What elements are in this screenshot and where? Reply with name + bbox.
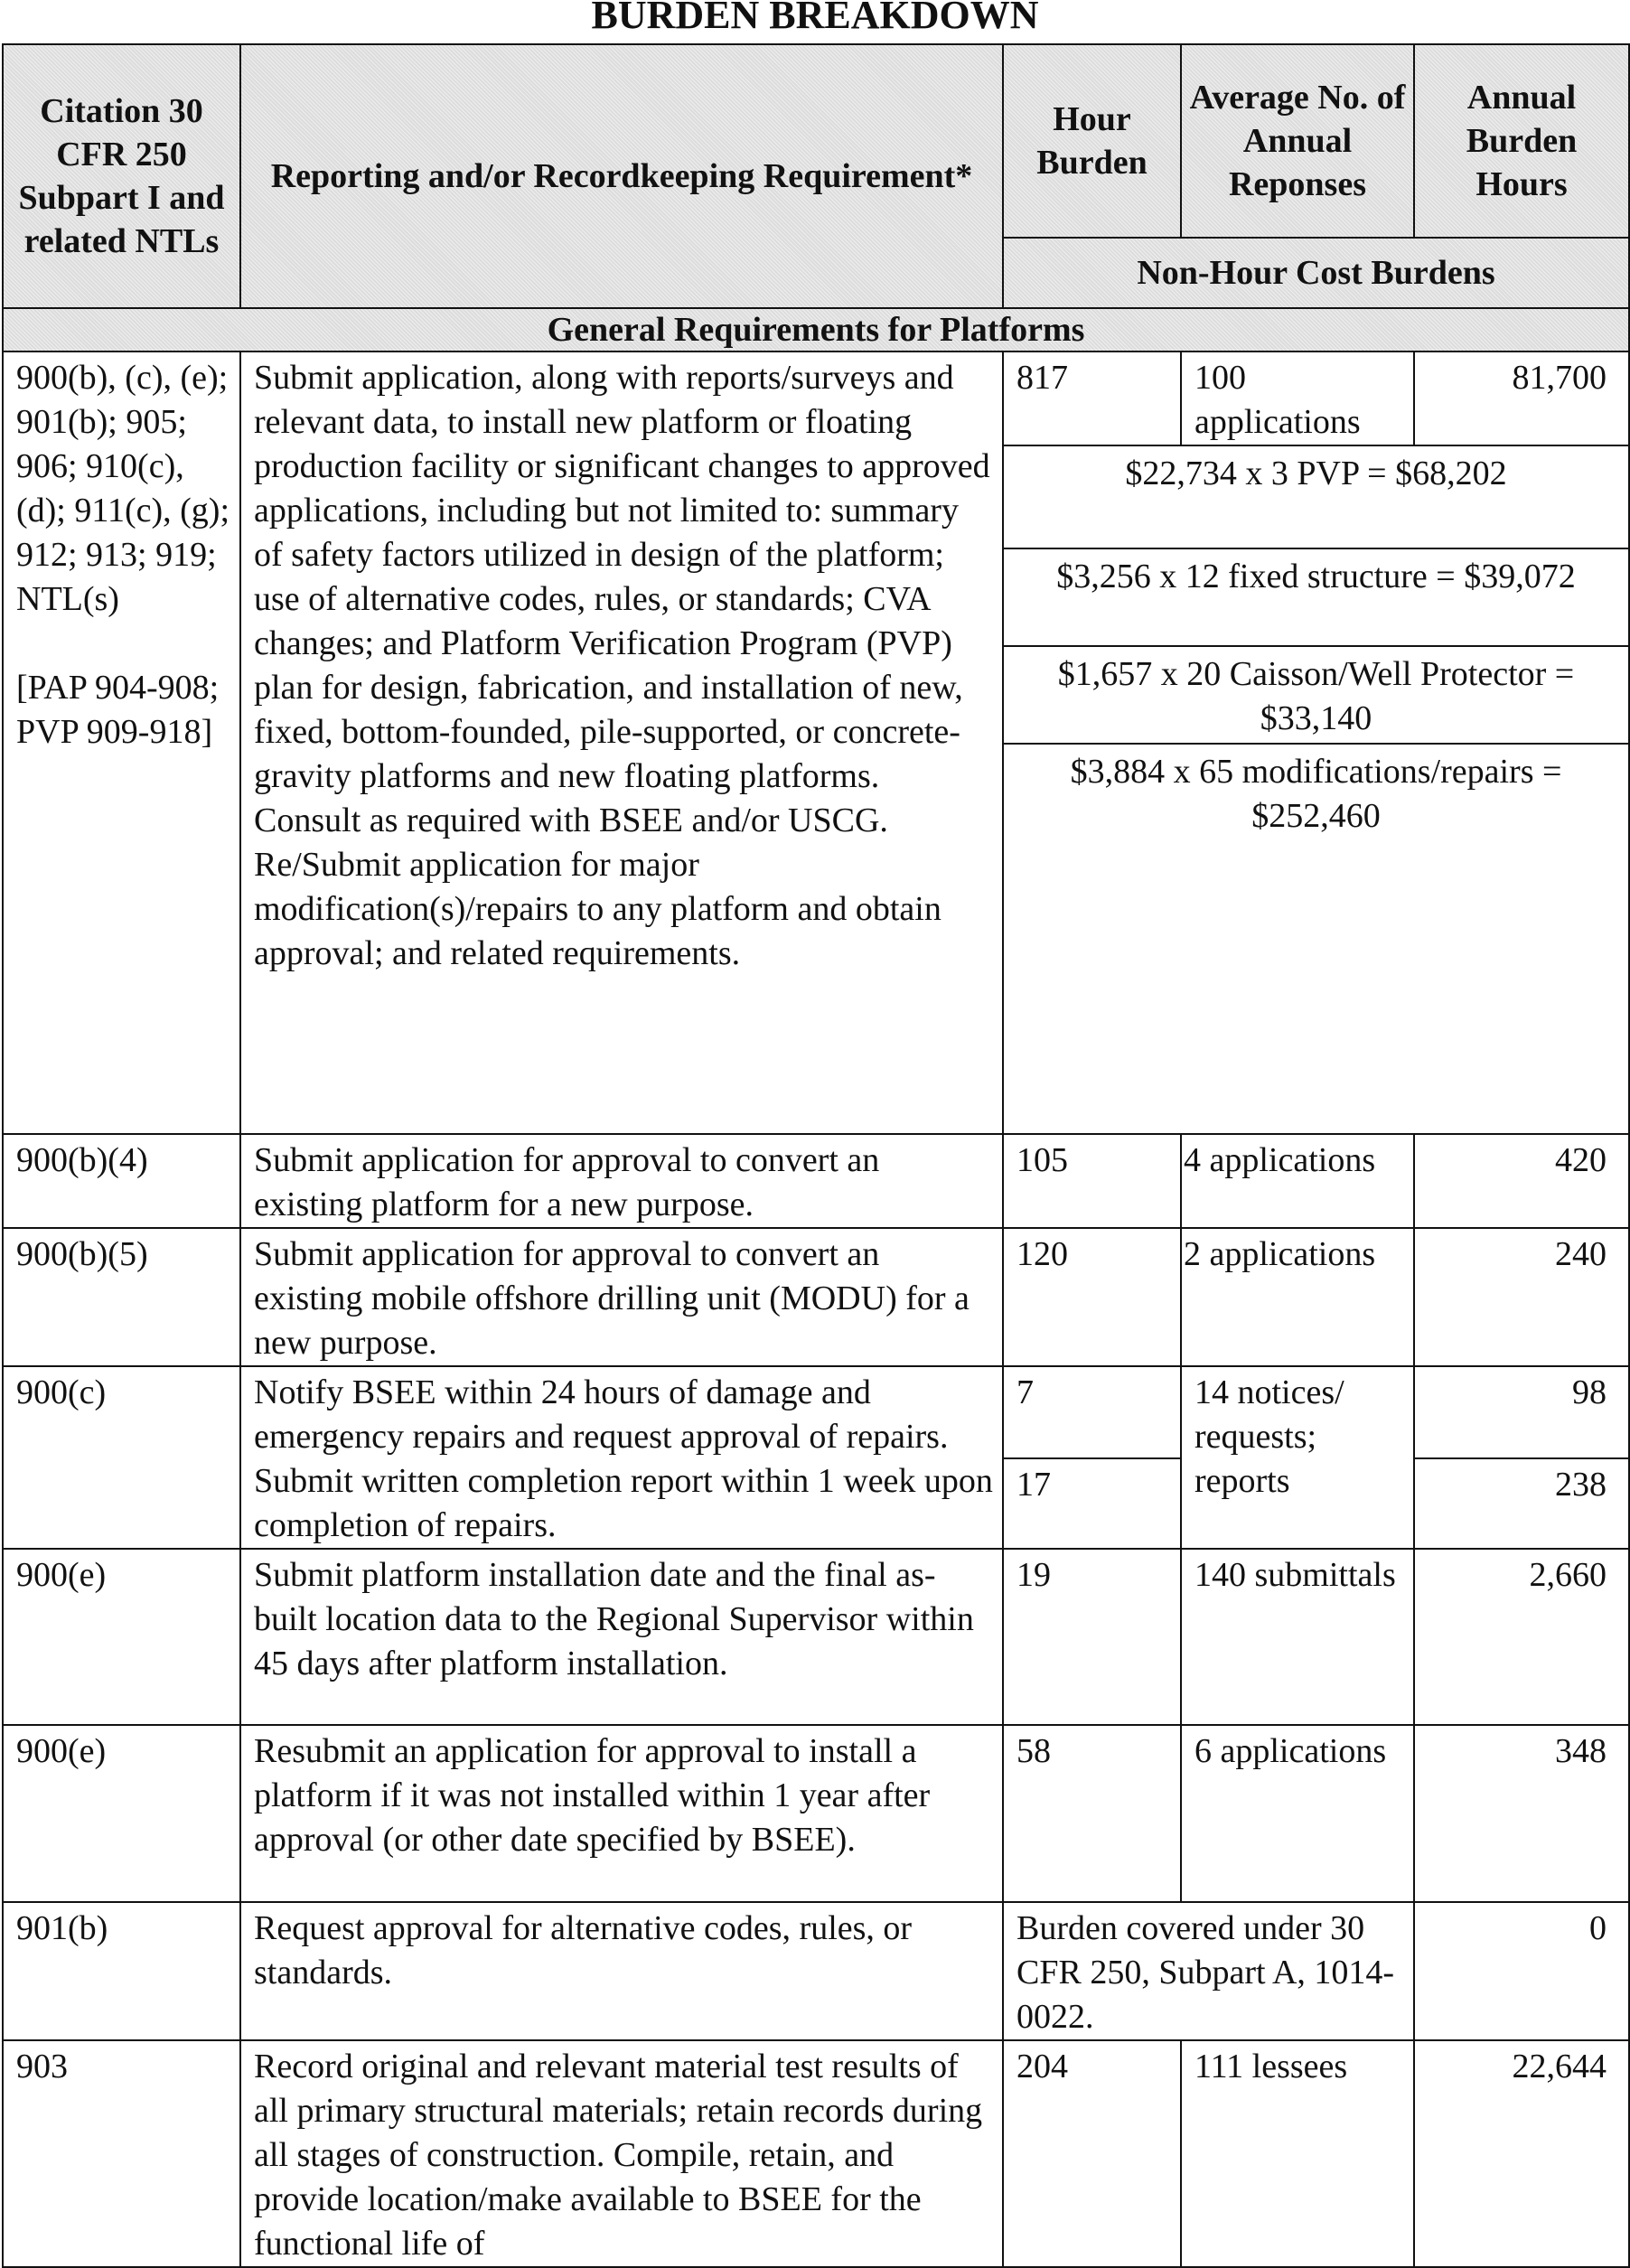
row-annual-hours: 0 (1414, 1902, 1629, 2040)
row-annual-hours: 348 (1414, 1725, 1629, 1902)
row-annual-hours: 98 (1414, 1366, 1629, 1458)
row-responses: 14 notices/ requests; reports (1181, 1366, 1414, 1549)
row-annual-hours: 2,660 (1414, 1549, 1629, 1725)
cost-burden-pvp: $22,734 x 3 PVP = $68,202 (1003, 445, 1629, 548)
cost-burden-fixed-structure: $3,256 x 12 fixed structure = $39,072 (1003, 548, 1629, 646)
row-citation: 900(e) (3, 1725, 240, 1902)
row-responses: 6 applications (1181, 1725, 1414, 1902)
row-requirement: Submit platform installation date and the final as-built location data to the Regional Supervisor within 45 days after platform installation. (240, 1549, 1003, 1725)
row-requirement: Record original and relevant material test results of all primary structural materials; retain records during all stages of construction. Compile, retain, and provide location/make available to BSEE for the functional life of (240, 2040, 1003, 2267)
row-annual-hours: 238 (1414, 1458, 1629, 1549)
header-citation: Citation 30 CFR 250 Subpart I and related NTLs (3, 44, 240, 308)
header-annual-hours: Annual Burden Hours (1414, 44, 1629, 238)
section-heading: General Requirements for Platforms (3, 308, 1629, 351)
row-citation: 900(c) (3, 1366, 240, 1549)
row-requirement: Submit application, along with reports/surveys and relevant data, to install new platform or floating production facility or significant changes to approved applications, including but not limited to: summary of safety factors utilized in design of the platform; use of alternative codes, rules, or standards; CVA changes; and Platform Verification Program (PVP) plan for design, fabrication, and installation of new, fixed, bottom-founded, pile-supported, or concrete-gravity platforms and new floating platforms. Consult as required with BSEE and/or USCG. Re/Submit application for major modification(s)/repairs to any platform and obtain approval; and related requirements. (240, 351, 1003, 1134)
row-hour-burden: 19 (1003, 1549, 1181, 1725)
row-hour-burden: 204 (1003, 2040, 1181, 2267)
row-requirement: Resubmit an application for approval to install a platform if it was not installed within 1 year after approval (or other date specified by BSEE). (240, 1725, 1003, 1902)
row-requirement: Notify BSEE within 24 hours of damage and emergency repairs and request approval of repairs. Submit written completion report within 1 week upon completion of repairs. (240, 1366, 1003, 1549)
row-citation: 901(b) (3, 1902, 240, 2040)
row-citation: 900(b), (c), (e); 901(b); 905; 906; 910(c), (d); 911(c), (g); 912; 913; 919; NTL(s) [PAP 904-908; PVP 909-918] (3, 351, 240, 1134)
header-requirement: Reporting and/or Recordkeeping Requirement* (240, 44, 1003, 308)
row-responses: 140 submittals (1181, 1549, 1414, 1725)
row-responses: 100 applications (1181, 351, 1414, 445)
cost-burden-empty (1003, 843, 1629, 1134)
row-citation: 903 (3, 2040, 240, 2267)
page-title: BURDEN BREAKDOWN (591, 0, 1039, 37)
row-annual-hours: 22,644 (1414, 2040, 1629, 2267)
burden-table (2, 43, 1630, 2268)
row-annual-hours: 81,700 (1414, 351, 1629, 445)
cost-burden-modifications: $3,884 x 65 modifications/repairs = $252,460 (1003, 744, 1629, 843)
row-hour-burden: 105 (1003, 1134, 1181, 1228)
row-hour-burden: 7 (1003, 1366, 1181, 1458)
row-burden-note: Burden covered under 30 CFR 250, Subpart A, 1014-0022. (1003, 1902, 1414, 2040)
row-annual-hours: 240 (1414, 1228, 1629, 1366)
cost-burden-caisson: $1,657 x 20 Caisson/Well Protector = $33,140 (1003, 646, 1629, 744)
row-citation: 900(b)(5) (3, 1228, 240, 1366)
row-responses: 4 applications (1181, 1134, 1414, 1228)
row-responses: 111 lessees (1181, 2040, 1414, 2267)
header-avg-responses: Average No. of Annual Reponses (1181, 44, 1414, 238)
row-requirement: Submit application for approval to convert an existing platform for a new purpose. (240, 1134, 1003, 1228)
row-hour-burden: 17 (1003, 1458, 1181, 1549)
row-citation: 900(b)(4) (3, 1134, 240, 1228)
row-hour-burden: 58 (1003, 1725, 1181, 1902)
row-citation: 900(e) (3, 1549, 240, 1725)
row-requirement: Request approval for alternative codes, rules, or standards. (240, 1902, 1003, 2040)
header-hour-burden: Hour Burden (1003, 44, 1181, 238)
header-non-hour-cost: Non-Hour Cost Burdens (1003, 238, 1629, 308)
row-requirement: Submit application for approval to convert an existing mobile offshore drilling unit (MODU) for a new purpose. (240, 1228, 1003, 1366)
row-hour-burden: 120 (1003, 1228, 1181, 1366)
row-responses: 2 applications (1181, 1228, 1414, 1366)
row-annual-hours: 420 (1414, 1134, 1629, 1228)
row-hour-burden: 817 (1003, 351, 1181, 445)
